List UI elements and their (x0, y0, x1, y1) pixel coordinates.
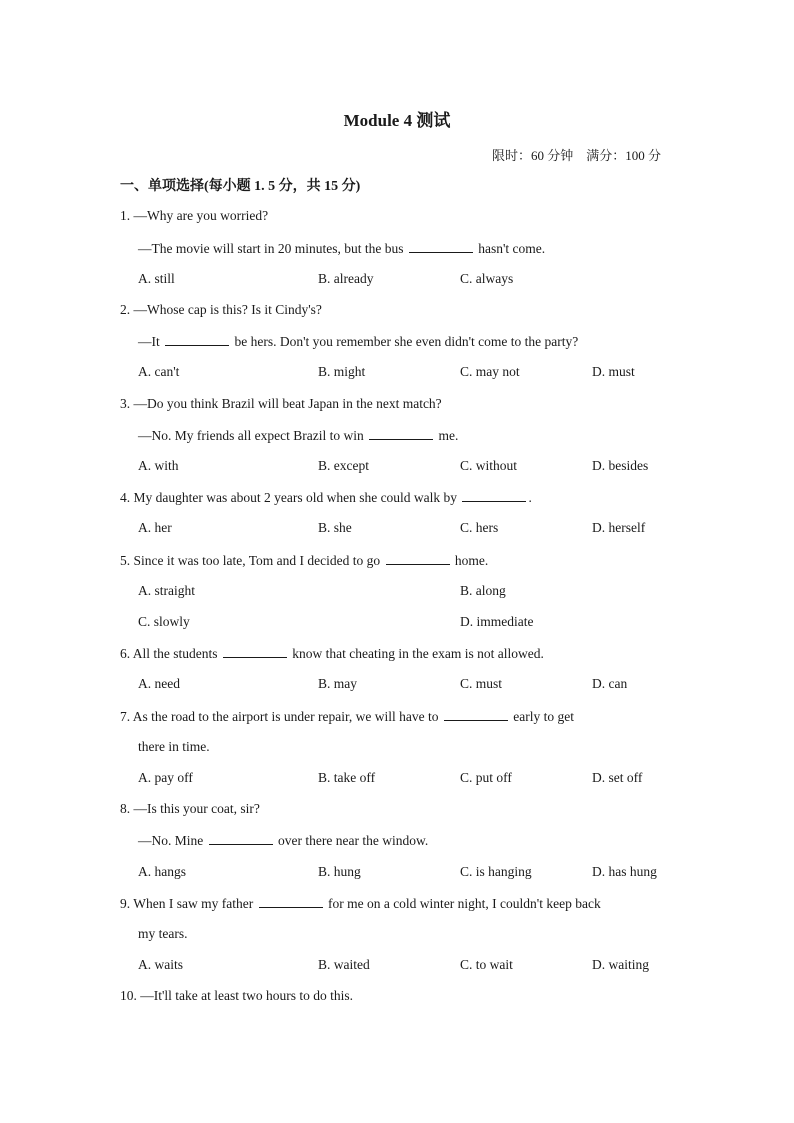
option-d: D. must (592, 364, 635, 379)
question-8-line (138, 831, 428, 850)
option-b: B. she (318, 520, 352, 535)
option-c: C. without (460, 458, 518, 473)
question-3-text-a: —No. My friends all expect Brazil to win (138, 428, 368, 443)
option-a: A. still (138, 271, 175, 286)
question-7-text-b: early to get (509, 709, 574, 724)
option-c: C. is hanging (460, 864, 532, 879)
option-c: C. always (460, 271, 514, 286)
option-b: B. except (318, 458, 369, 473)
option-d: D. set off (592, 770, 643, 785)
answer-blank (444, 707, 508, 721)
question-1-line (138, 239, 545, 258)
option-a: A. can't (138, 364, 180, 379)
question-4-line (120, 488, 532, 507)
question-8-prompt: 8. —Is this your coat, sir? (120, 801, 260, 816)
option-d: D. has hung (592, 864, 657, 879)
question-7-continuation: there in time. (138, 739, 210, 754)
section-heading: 一、单项选择(每小题 1. 5 分，共 15 分) (120, 179, 361, 194)
answer-blank (386, 551, 450, 565)
question-6-text-a: 6. All the students (120, 646, 221, 661)
question-7-line (120, 707, 574, 726)
option-a: A. straight (138, 583, 195, 598)
option-a: A. need (138, 676, 180, 691)
question-4-text-a: 4. My daughter was about 2 years old when she could walk by (120, 490, 461, 505)
option-b: B. hung (318, 864, 361, 879)
answer-blank (259, 894, 323, 908)
question-9-continuation: my tears. (138, 926, 188, 941)
question-7-text-a: 7. As the road to the airport is under repair, we will have to (120, 709, 442, 724)
option-a: A. waits (138, 957, 183, 972)
question-9-text-b: for me on a cold winter night, I couldn't keep back (324, 896, 601, 911)
question-3-line (138, 426, 458, 445)
question-1-prompt: 1. —Why are you worried? (120, 208, 269, 223)
option-b: B. waited (318, 957, 370, 972)
option-c: C. slowly (138, 614, 190, 629)
option-b: B. already (318, 271, 374, 286)
option-b: B. along (460, 583, 506, 598)
option-c: C. may not (460, 364, 520, 379)
option-c: C. must (460, 676, 503, 691)
question-5-text-a: 5. Since it was too late, Tom and I decided to go (120, 553, 384, 568)
question-6-text-b: know that cheating in the exam is not allowed. (288, 646, 544, 661)
option-b: B. might (318, 364, 366, 379)
answer-blank (165, 332, 229, 346)
option-a: A. hangs (138, 864, 186, 879)
question-2-text-b: be hers. Don't you remember she even didn't come to the party? (231, 334, 579, 349)
answer-blank (209, 831, 273, 845)
answer-blank (462, 488, 526, 502)
question-5-line (120, 551, 488, 570)
option-d: D. waiting (592, 957, 649, 972)
answer-blank (223, 644, 287, 658)
question-3-prompt: 3. —Do you think Brazil will beat Japan in the next match? (120, 396, 442, 411)
option-d: D. herself (592, 520, 646, 535)
option-c: C. hers (460, 520, 499, 535)
question-10-prompt: 10. —It'll take at least two hours to do this. (120, 988, 354, 1003)
option-a: A. her (138, 520, 172, 535)
option-b: B. take off (318, 770, 376, 785)
option-a: A. pay off (138, 770, 193, 785)
question-3-text-b: me. (435, 428, 459, 443)
option-d: D. immediate (460, 614, 534, 629)
question-2-text-a: —It (138, 334, 164, 349)
question-4-text-b: . (528, 490, 532, 505)
option-d: D. can (592, 676, 628, 691)
question-8-text-a: —No. Mine (138, 833, 207, 848)
answer-blank (409, 239, 473, 253)
question-1-text-b: hasn't come. (474, 241, 546, 256)
option-b: B. may (318, 676, 357, 691)
question-5-text-b: home. (451, 553, 489, 568)
question-9-text-a: 9. When I saw my father (120, 896, 257, 911)
question-2-prompt: 2. —Whose cap is this? Is it Cindy's? (120, 302, 322, 317)
option-c: C. put off (460, 770, 512, 785)
option-c: C. to wait (460, 957, 513, 972)
question-9-line (120, 894, 601, 913)
question-1-text-a: —The movie will start in 20 minutes, but the bus (138, 241, 407, 256)
question-2-line (138, 332, 578, 351)
option-d: D. besides (592, 458, 649, 473)
question-6-line (120, 644, 544, 663)
time-score-info: 限时：60 分钟 满分：100 分 (492, 148, 662, 163)
page-title: Module 4 测试 (343, 111, 451, 130)
option-a: A. with (138, 458, 179, 473)
question-8-text-b: over there near the window. (274, 833, 429, 848)
answer-blank (369, 426, 433, 440)
